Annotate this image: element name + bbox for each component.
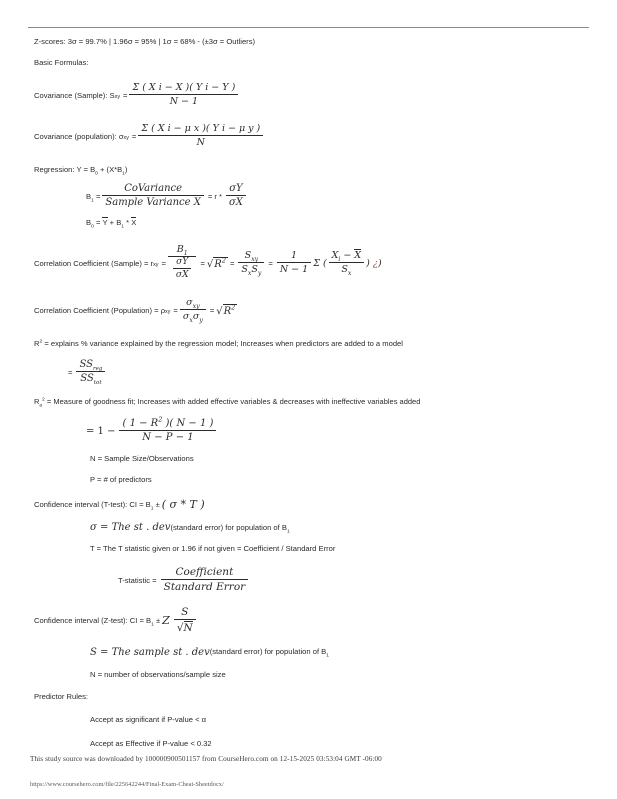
corr-n-minus-1: N − 1 xyxy=(279,263,309,275)
correlation-sample-formula: Correlation Coefficient (Sample) = r xy = $\frac{B_1}{\frac{\sigma Y}{\sigma X}}$ = $√R^2$ = $\frac{S_{xy}}{S_xS_y}$ = $\frac{1}{N - 1}$ Σ ( $\frac{X_i - X}{S_x}$ ) ¿) xyxy=(34,243,382,280)
header-divider xyxy=(28,27,589,28)
correlation-population-fraction xyxy=(180,297,206,322)
t-statistic-numerator: Coefficient xyxy=(161,566,249,580)
covariance-sample-label: Covariance (Sample): S xyxy=(34,90,115,100)
b1-fraction xyxy=(102,183,203,208)
predictor-rules-heading: Predictor Rules: xyxy=(34,691,89,701)
correlation-sample-sigma-sum: Σ ( xyxy=(313,257,327,269)
rule-significant: Accept as significant if P-value < α xyxy=(90,715,207,725)
ci-ztest-denominator: √N xyxy=(176,621,193,634)
n-definition: N = Sample Size/Observations xyxy=(90,453,194,463)
correlation-sample-fraction-3 xyxy=(277,250,311,275)
regression-line: Regression: $Y = B_0 + (X*B_1)$ xyxy=(34,164,128,177)
corr-one: 1 xyxy=(277,250,311,263)
ss-fraction xyxy=(76,359,105,387)
t-statistic-label: T-statistic = xyxy=(118,575,157,585)
correlation-population-sqrt: $√R^2$ xyxy=(216,303,236,317)
correlation-sample-fraction-4 xyxy=(329,249,365,278)
corr-pop-sigma-x-sigma-y: $\sigma_x\sigma_y$ xyxy=(182,310,203,324)
corr-sigma-y: σY xyxy=(173,257,192,269)
b0-formula: $B_0 = Y + B_1 * X$ xyxy=(86,218,137,230)
covariance-sample-subscript: xy xyxy=(114,94,121,101)
adjusted-r-squared-explanation: $R_a^2$ = Measure of goodness fit; Increases with added effective variables & decreases with ineffective variables added xyxy=(34,397,421,409)
covariance-population-formula: Covariance (population): σ xy = $\frac{\text{Σ ( X i − μ x )( Y i − μ y )}}{N}$ xyxy=(34,124,591,149)
covariance-population-fraction xyxy=(138,123,263,148)
rule-effective: Accept as Effective if P-value < 0.32 xyxy=(90,738,212,748)
t-statistic-formula xyxy=(118,567,591,594)
corr-sigma-x: σX xyxy=(175,269,189,280)
b1-numerator: CoVariance xyxy=(102,183,203,196)
covariance-population-numerator: Σ ( X i − μ x )( Y i − μ y ) xyxy=(138,123,263,136)
s-definition xyxy=(90,647,591,658)
correlation-population-label: Correlation Coefficient (Population) = ρ xyxy=(34,305,166,315)
confidence-interval-ttest xyxy=(34,498,591,511)
sigma-definition-math: σ = The st . dev xyxy=(90,522,171,534)
adjusted-numerator: ( $1 - R^2$ )( N − 1 ) xyxy=(119,418,216,431)
correlation-sample-tail: ) ¿) xyxy=(366,257,382,269)
b1-equals-r: = r * xyxy=(207,192,222,202)
ci-ttest-expression: ( σ * T ) xyxy=(161,498,205,512)
covariance-population-denominator: N xyxy=(196,136,205,148)
ci-ztest-label: Confidence interval (Z-test): CI = $B_1$ ± xyxy=(34,615,161,628)
adjusted-r-squared-formula xyxy=(86,415,591,444)
confidence-interval-ztest xyxy=(34,607,591,635)
t-definition: T = The T statistic given or 1.96 if not given = Coefficient / Standard Error xyxy=(90,544,336,554)
download-notice: This study source was downloaded by 100000900501157 from CourseHero.com on 12-15-2025 03:53:04 GMT -06:00 xyxy=(30,755,382,763)
covariance-sample-formula: Covariance (Sample): S xy = $\frac{\text{Σ ( X i − X )( Y i − Y )}}{N - 1}$ xyxy=(34,83,591,108)
s-definition-text: (standard error) for population of $B_1$ xyxy=(209,647,329,659)
b1-denominator: Sample Variance X xyxy=(105,197,201,209)
ci-ztest-z: Z xyxy=(162,614,170,628)
corr-sx: $S_x$ xyxy=(341,264,352,278)
corr-pop-sigma-xy: $\sigma_{xy}$ xyxy=(180,297,206,310)
correlation-population-subscript: xy xyxy=(165,309,171,316)
covariance-sample-fraction xyxy=(129,82,238,107)
correlation-sample-label: Correlation Coefficient (Sample) = r xyxy=(34,258,154,268)
ci-ttest-label: Confidence interval (T-test): CI = $B_1$ ± xyxy=(34,499,160,512)
p-definition: P = # of predictors xyxy=(90,474,152,484)
correlation-population-formula: Correlation Coefficient (Population) = ρ xy = $\frac{\sigma_{xy}}{\sigma_x\sigma_y}$ = $√R^2$ xyxy=(34,296,236,324)
b1-sigma-y: σY xyxy=(226,183,246,196)
source-url: https://www.coursehero.com/file/225642244/Final-Exam-Cheat-Sheetdocx/ xyxy=(30,781,224,788)
t-statistic-fraction xyxy=(161,566,249,593)
s-definition-math: S = The sample st . dev xyxy=(90,646,210,658)
covariance-sample-denominator: N − 1 xyxy=(169,95,199,107)
ss-tot: $SS_{tot}$ xyxy=(80,373,102,387)
ss-ratio-formula: = $\frac{SS_{reg}}{SS_{tot}}$ xyxy=(68,360,591,385)
b1-sigma-x: σX xyxy=(228,197,243,209)
b1-formula xyxy=(86,184,591,209)
ss-reg: $SS_{reg}$ xyxy=(76,359,105,372)
corr-sx-sy: $S_xS_y$ xyxy=(241,263,262,277)
correlation-sample-subscript: xy xyxy=(153,262,159,269)
t-statistic-denominator: Standard Error xyxy=(163,580,246,593)
correlation-sample-fraction-2 xyxy=(238,250,264,275)
correlation-sample-b1: $B_1$ xyxy=(168,244,197,257)
document-body xyxy=(34,38,591,748)
corr-xi-minus-xbar: $X_i - X$ xyxy=(329,249,365,263)
n-definition-ztest: N = number of observations/sample size xyxy=(90,669,226,679)
ci-ztest-numerator: S xyxy=(174,606,196,620)
b1-label: $B_1$ = xyxy=(86,191,101,204)
correlation-sample-fraction-1 xyxy=(168,244,197,281)
correlation-sample-sqrt: $√R^2$ xyxy=(206,256,226,270)
covariance-population-subscript: xy xyxy=(123,135,129,142)
sigma-definition xyxy=(90,522,591,533)
corr-sxy: $S_{xy}$ xyxy=(238,250,264,263)
b1-sigma-ratio xyxy=(226,183,246,208)
r-squared-explanation: $R^2$ = explains % variance explained by the regression model; Increases when predictors are added to a model xyxy=(34,338,403,348)
correlation-sample-sigma-ratio xyxy=(168,257,197,281)
covariance-population-label: Covariance (population): σ xyxy=(34,131,124,141)
sigma-definition-text: (standard error) for population of $B_1$ xyxy=(170,522,290,535)
zscores-line: Z-scores: 3σ = 99.7% | 1.96σ = 95% | 1σ = 68% - (±3σ = Outliers) xyxy=(34,37,256,46)
rendering-artifact-glyph: ¿ xyxy=(372,257,378,269)
covariance-sample-numerator: Σ ( X i − X )( Y i − Y ) xyxy=(129,82,238,95)
adjusted-prefix: = 1 − xyxy=(86,425,116,437)
adjusted-denominator: N − P − 1 xyxy=(142,431,194,443)
basic-formulas-heading: Basic Formulas: xyxy=(34,58,89,68)
ci-ztest-fraction xyxy=(174,606,196,634)
adjusted-fraction xyxy=(119,415,216,443)
